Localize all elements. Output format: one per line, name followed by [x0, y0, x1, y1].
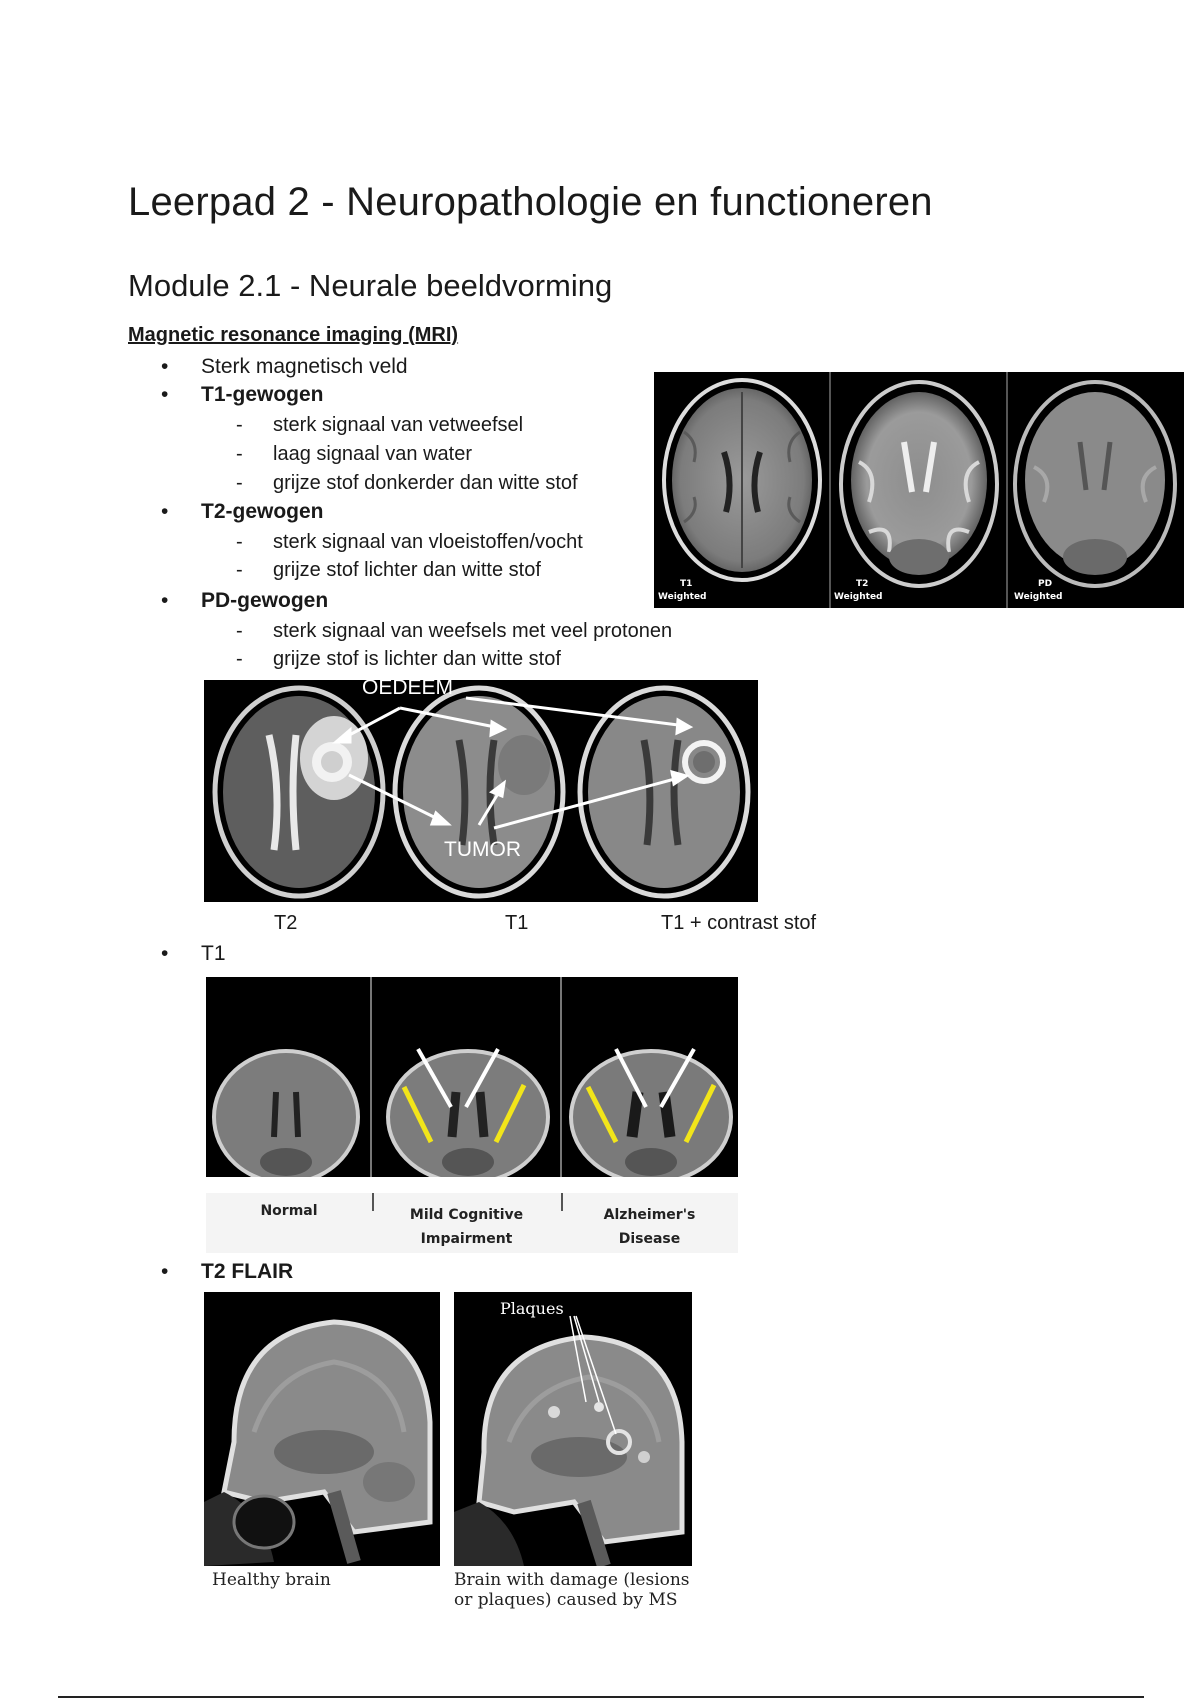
- alzheimer-caption-mci: [372, 1203, 561, 1251]
- sub-item-text: grijze stof lichter dan witte stof: [273, 559, 541, 581]
- weighting-label: PD: [1038, 579, 1053, 589]
- caption-line: Disease: [618, 1231, 681, 1247]
- weighting-label: T1: [680, 579, 693, 589]
- sub-item-text: sterk signaal van vloeistoffen/vocht: [273, 531, 583, 553]
- alzheimer-caption-strip: [206, 1193, 738, 1253]
- weighting-label: Weighted: [834, 592, 883, 602]
- tumor-label: TUMOR: [444, 838, 521, 861]
- section-heading: Magnetic resonance imaging (MRI): [128, 324, 459, 346]
- oedeem-label: OEDEEM: [362, 680, 454, 699]
- mri-weighting-image: [654, 372, 1184, 608]
- module-heading: Module 2.1 - Neurale beeldvorming: [128, 268, 613, 303]
- flair-caption-ms: [454, 1570, 690, 1610]
- flair-ms-image: [454, 1292, 692, 1566]
- flair-ms-figure: [454, 1292, 692, 1566]
- tumor-caption-t2: T2: [274, 912, 298, 934]
- caption-line: Impairment: [420, 1231, 513, 1247]
- weighting-label: T2: [856, 579, 869, 589]
- bullet-text: PD-gewogen: [201, 589, 329, 612]
- flair-healthy-image: [204, 1292, 440, 1566]
- caption-line: or plaques) caused by MS: [454, 1590, 678, 1610]
- sub-item-text: grijze stof is lichter dan witte stof: [273, 648, 561, 670]
- sub-item-text: sterk signaal van vetweefsel: [273, 414, 524, 436]
- tumor-figure: [204, 680, 758, 902]
- weighting-label: Weighted: [658, 592, 707, 602]
- sub-item-text: laag signaal van water: [273, 443, 473, 465]
- alzheimer-figure: [206, 977, 738, 1177]
- page-title: Leerpad 2 - Neuropathologie en functioneren: [128, 180, 933, 224]
- mri-weighting-figure: [654, 372, 1184, 608]
- tumor-caption-t1: T1: [505, 912, 529, 934]
- bullet-text: T1-gewogen: [201, 383, 324, 406]
- tumor-caption-t1-contrast: T1 + contrast stof: [661, 912, 817, 934]
- bottom-rule: [58, 1696, 1144, 1698]
- tumor-image: [204, 680, 758, 902]
- bullet-text: Sterk magnetisch veld: [201, 355, 408, 378]
- caption-line: Mild Cognitive: [409, 1207, 524, 1223]
- sub-item-text: sterk signaal van weefsels met veel protonen: [273, 620, 673, 642]
- bullet-text: T1: [201, 942, 226, 965]
- plaques-label: Plaques: [500, 1299, 564, 1318]
- alzheimer-caption-normal: [206, 1203, 372, 1219]
- flair-healthy-figure: [204, 1292, 440, 1566]
- bullet-text: T2-gewogen: [201, 500, 324, 523]
- caption-line: Alzheimer's: [603, 1207, 696, 1223]
- alzheimer-caption-ad: [561, 1203, 738, 1251]
- caption-line: Normal: [260, 1203, 318, 1219]
- flair-caption-healthy: Healthy brain: [212, 1570, 331, 1590]
- sub-item-text: grijze stof donkerder dan witte stof: [273, 472, 578, 494]
- alzheimer-image: [206, 977, 738, 1177]
- weighting-label: Weighted: [1014, 592, 1063, 602]
- bullet-text: T2 FLAIR: [201, 1260, 294, 1283]
- caption-line: Brain with damage (lesions: [454, 1570, 690, 1590]
